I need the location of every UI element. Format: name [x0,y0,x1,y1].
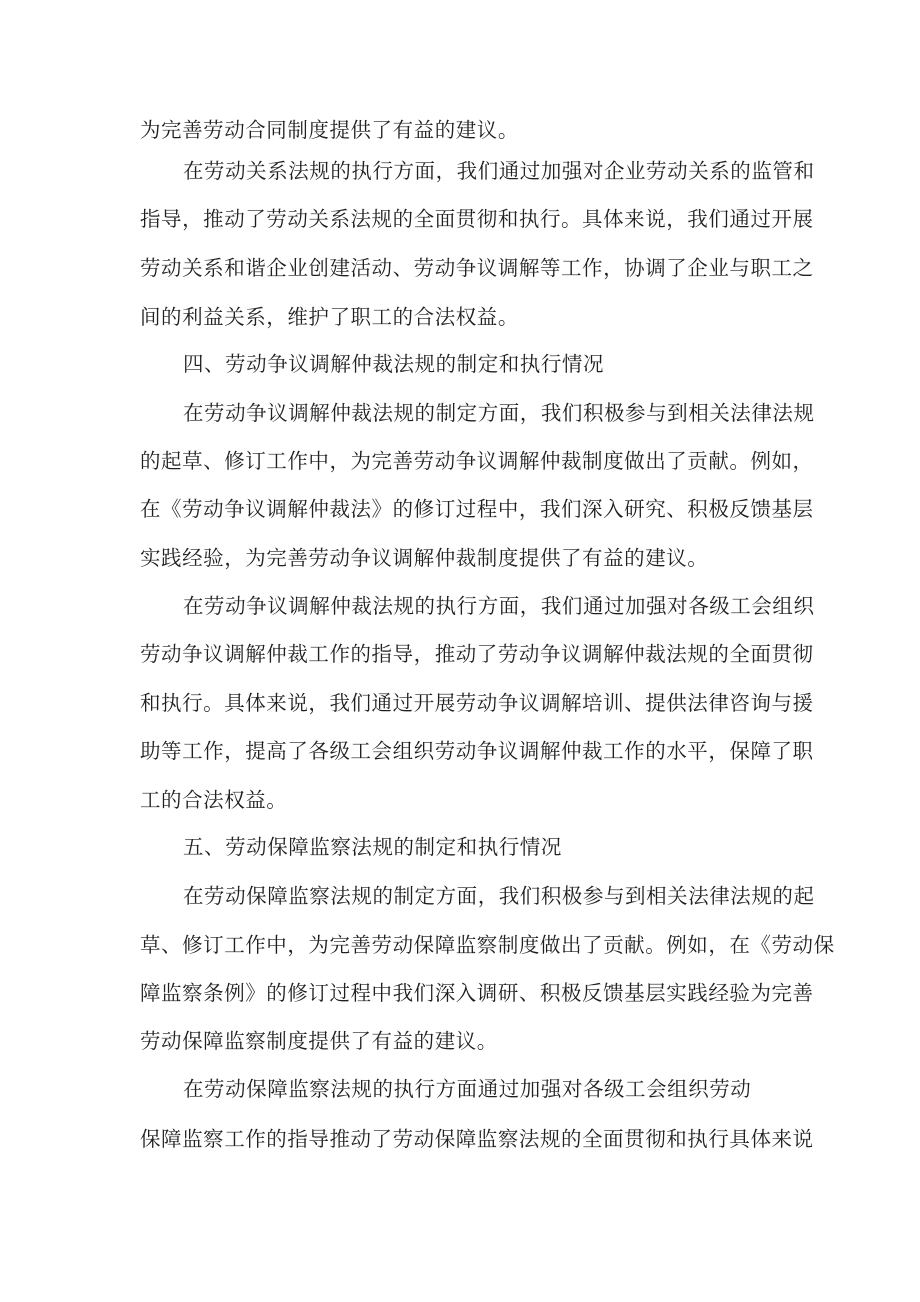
text-line: 在《劳动争议调解仲裁法》的修订过程中，我们深入研究、积极反馈基层 [140,497,814,521]
text-line: 间的利益关系，维护了职工的合法权益。 [140,305,519,329]
text-line: 的起草、修订工作中，为完善劳动争议调解仲裁制度做出了贡献。例如， [140,449,814,473]
text-line: 工的合法权益。 [140,788,288,812]
text-line: 保障监察工作的指导推动了劳动保障监察法规的全面贯彻和执行具体来说 [140,1127,814,1151]
text-line: 劳动关系和谐企业创建活动、劳动争议调解等工作，协调了企业与职工之 [140,256,814,280]
paragraph-start-line: 在劳动争议调解仲裁法规的制定方面，我们积极参与到相关法律法规 [183,401,815,425]
text-line: 和执行。具体来说，我们通过开展劳动争议调解培训、提供法律咨询与援 [140,691,814,715]
text-line: 草、修订工作中，为完善劳动保障监察制度做出了贡献。例如，在《劳动保 [140,933,835,957]
text-line: 指导，推动了劳动关系法规的全面贯彻和执行。具体来说，我们通过开展 [140,207,814,231]
text-line: 劳动保障监察制度提供了有益的建议。 [140,1029,498,1053]
paragraph-start-line: 在劳动争议调解仲裁法规的执行方面，我们通过加强对各级工会组织 [183,594,815,618]
text-line: 实践经验，为完善劳动争议调解仲裁制度提供了有益的建议。 [140,546,709,570]
paragraph-start-line: 在劳动关系法规的执行方面，我们通过加强对企业劳动关系的监管和 [183,159,815,183]
text-line-1: 为完善劳动合同制度提供了有益的建议。 [140,118,519,142]
paragraph-start-line: 在劳动保障监察法规的执行方面通过加强对各级工会组织劳动 [183,1077,752,1101]
section-heading-5: 五、劳动保障监察法规的制定和执行情况 [183,835,562,859]
text-line: 助等工作，提高了各级工会组织劳动争议调解仲裁工作的水平，保障了职 [140,739,814,763]
text-line: 障监察条例》的修订过程中我们深入调研、积极反馈基层实践经验为完善 [140,981,814,1005]
paragraph-start-line: 在劳动保障监察法规的制定方面，我们积极参与到相关法律法规的起 [183,884,815,908]
text-line: 劳动争议调解仲裁工作的指导，推动了劳动争议调解仲裁法规的全面贯彻 [140,642,814,666]
section-heading-4: 四、劳动争议调解仲裁法规的制定和执行情况 [183,352,604,376]
